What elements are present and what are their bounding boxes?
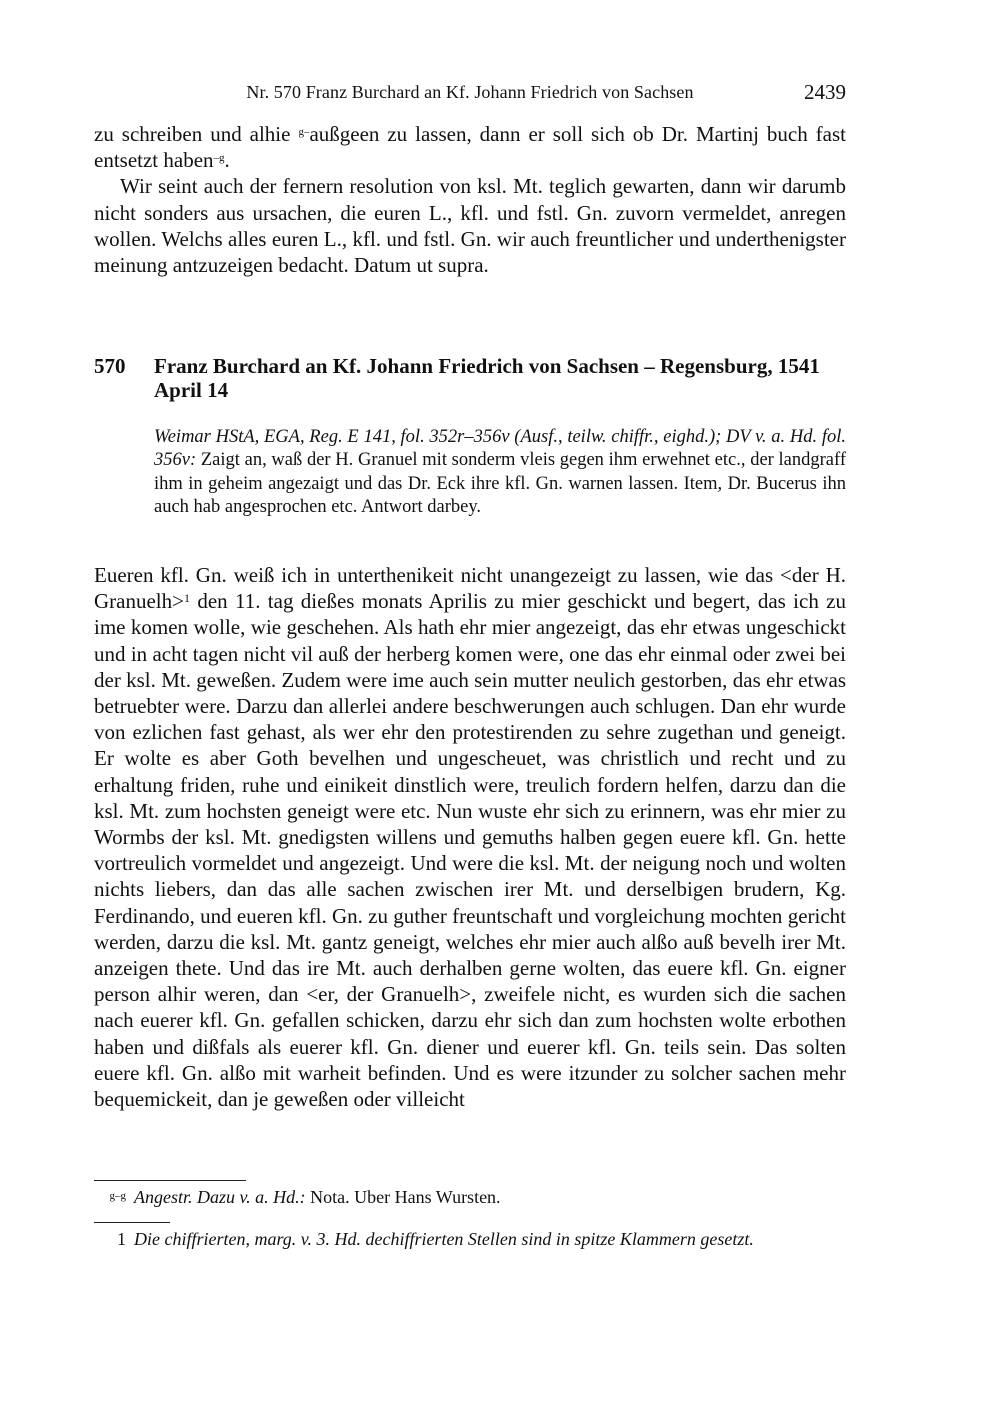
footnote-mark: 1 (117, 1229, 126, 1249)
document-number: 570 (94, 354, 126, 378)
footnote-divider (94, 1222, 170, 1223)
footnote-italic: Angestr. Dazu v. a. Hd.: (134, 1187, 306, 1207)
footnote-divider (94, 1180, 246, 1181)
text-run: den 11. tag dießes monats Aprilis zu mier geschickt und begert, das ich zu ime komen wolle, wie geschehen. Als hath ehr mier angezeigt, das ehr etwas ungeschickt und in acht tagen nicht vil auß der herberg komen were, one das ehr einmal oder zwei bei der ksl. Mt. geweßen. Zudem were ime auch sein mutter neulich gestorben, das ehr etwas betruebter were. Darzu dan allerlei andere beschwerungen auch schlugen. Dan ehr wurde von ezlichen fast gehast, als wer ehr den protestirenden zu sehre zugethan und geneigt. Er wolte es aber Goth bevelhen und ungescheuet, was christlich und recht und zu erhaltung friden, ruhe und einikeit dinstlich were, treulich fordern helfen, darzu dan die ksl. Mt. zum hochsten geneigt were etc. Nun wuste ehr sich zu erinnern, was ehr mier zu Wormbs der ksl. Mt. gnedigsten willens und gemuths halben gegen euere kfl. Gn. hette vortreulich vormeldet und angezeigt. Und were die ksl. Mt. der neigung noch und wolten nichts liebers, dan das alle sachen zwischen irer Mt. und derselbigen brudern, Kg. Ferdinando, und eueren kfl. Gn. zu guther freuntschaft und vorgleichung mochten gericht werden, darzu die ksl. Mt. gantz geneigt, welches ehr mier auch alßo auß bevelh irer Mt. anzeigen thete. Und das ire Mt. auch derhalben gerne wolten, das euere kfl. Gn. eigner person alhir weren, dan <er, der Granuelh>, zweifele nicht, es wurden sich die sachen nach euerer kfl. Gn. gefallen schicken, darzu ehr sich dan zum hochsten wolte erbothen haben und dißfals als euerer kfl. Gn. diener und euerer kfl. Gn. teils sein. Das solten euere kfl. Gn. alßo mit warheit befinden. Und es were itzunder zu solcher sachen mehr bequemickeit, dan je geweßen oder villeicht (94, 589, 846, 1112)
source-reference: Weimar HStA, EGA, Reg. E 141, fol. 352r–356v (Ausf., teilw. chiffr., eighd.); DV v. a. Hd. fol. 356v: (154, 427, 846, 471)
document-title: Franz Burchard an Kf. Johann Friedrich von Sachsen – Regensburg, 1541 April 14 (154, 354, 820, 402)
document-regest (154, 426, 846, 520)
g-open-marker: g– (298, 126, 310, 138)
regest-summary: Zaigt an, waß der H. Granuel mit sonderm vleis gegen ihm erwehnet etc., der landgraff ihm in geheim angezaigt und das Dr. Eck ihre kfl. Gn. warnen lassen. Item, Dr. Bucerus ihn auch hab angesprochen etc. Antwort darbey. (154, 450, 846, 518)
continuation-paragraph-1 (94, 121, 846, 173)
main-text (94, 562, 846, 1112)
footnote-italic: Die chiffrierten, marg. v. 3. Hd. dechiffrierten Stellen sind in spitze Klammern gesetzt. (134, 1229, 754, 1249)
footnote-text: Nota. Uber Hans Wursten. (305, 1187, 501, 1207)
g-close-marker: –g (213, 152, 225, 165)
running-title: Nr. 570 Franz Burchard an Kf. Johann Friedrich von Sachsen (246, 82, 694, 102)
continuation-paragraph-2: Wir seint auch der fernern resolution von ksl. Mt. teglich gewarten, dann wir darumb nicht sonders aus ursachen, die euren L., kfl. und fstl. Gn. zuvorn vermeldet, anregen wollen. Welchs alles euren L., kfl. und fstl. Gn. wir auch freuntlicher und underthenigster meinung antzuzeigen bedacht. Datum ut supra. (94, 174, 846, 278)
page-number: 2439 (804, 80, 846, 104)
running-head (94, 80, 846, 108)
text-run: zu schreiben und alhie (94, 122, 299, 146)
footnote-g: g–g Angestr. Dazu v. a. Hd.: Nota. Uber Hans Wursten. (109, 1187, 501, 1207)
text-run: außgeen zu lassen, dann er soll sich ob Dr. Martinj buch fast entsetzt haben (94, 122, 847, 173)
footnote-ref-1: 1 (183, 591, 190, 606)
main-paragraph (94, 562, 846, 1112)
footnote-1 (94, 1228, 846, 1250)
text-run: Eueren kfl. Gn. weiß ich in unterthenikeit nicht unangezeigt zu lassen, wie das <der H. Granuelh> (94, 563, 846, 614)
continuation-text (94, 121, 846, 278)
text-run: . (224, 148, 230, 173)
document-heading (94, 354, 846, 402)
